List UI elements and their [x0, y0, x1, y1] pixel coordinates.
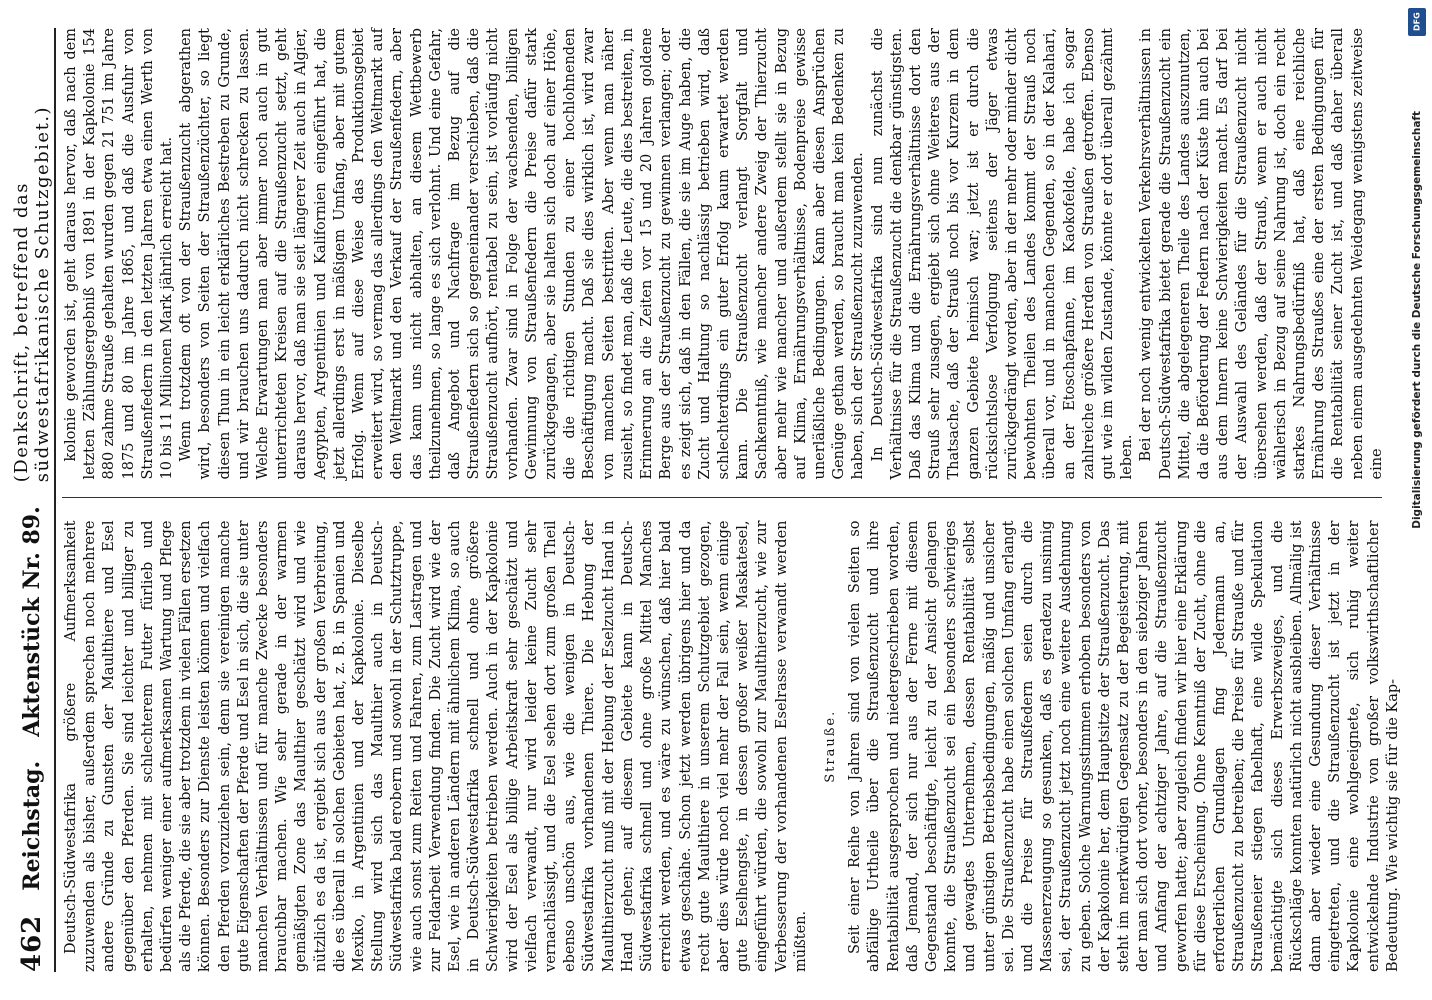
page-number: 462: [17, 914, 47, 972]
header-subtitle: (Denkschrift, betreffend das südwestafrikanische Schutzgebiet.): [11, 105, 53, 483]
paragraph: Bei der noch wenig entwickelten Verkehrsverhältnissen in Deutsch-Südwestafrika bietet gerade die Straußenzucht ein Mittel, die abgelegeneren Theile des Landes auszunutzen, da die Beförderung der Federn nach der Küste hin auch bei aus dem Innern keine Schwierigkeiten macht. Es darf bei der Auswahl des Geländes für die Straußenzucht nicht übersehen werden, daß der Strauß, wenn er auch nicht wählerisch in Bezug auf seine Nahrung ist, doch ein recht starkes Nahrungsbedürfniß hat, daß eine reichliche Ernährung des Straußes eine der ersten Bedingungen für die Rentabilität seiner Zucht ist, und daß daher überall neben einem ausgedehnten Weidegang wenigstens zeitweise eine: [1138, 28, 1385, 480]
paragraph: kolonie geworden ist, geht daraus hervor, daß nach dem letzten Zählungsergebniß von 1891 in der Kapkolonie 154 880 zahme Strauße gehalten wurden gegen 21 751 im Jahre 1875 und 80 im Jahre 1865, und daß die Ausfuhr von Straußenfedern in den letzten Jahren etwa einen Werth von 10 bis 11 Millionen Mark jährlich erreicht hat.: [63, 28, 176, 480]
paragraph: Seit einer Reihe von Jahren sind von vielen Seiten so abfällige Urtheile über die Straußenzucht und ihre Rentabilität ausgesprochen und niedergeschrieben worden, daß Jemand, der sich nur aus der Ferne mit diesem Gegenstand beschäftigte, leicht zu der Ansicht gelangen konnte, die Straußenzucht sei ein besonders schwieriges und gewagtes Unternehmen, dessen Rentabilität selbst unter günstigen Betriebsbedingungen, mäßig und unsicher sei. Die Straußenzucht habe einen solchen Umfang erlangt und die Preise für Straußfedern seien durch die Massenerzeugung so gesunken, daß es geradezu unsinnig sei, der Straußenzucht jetzt noch eine weitere Ausdehnung zu geben. Solche Warnungsstimmen erhoben besonders von der Kapkolonie her, dem Hauptsitze der Straußenzucht. Das steht im merkwürdigen Gegensatz zu der Begeisterung, mit der man sich dort vorher, besonders in den siebziger Jahren und Anfang der achtziger Jahre, auf die Straußenzucht geworfen hatte; aber zugleich finden wir hier eine Erklärung für diese Erscheinung. Ohne Kenntniß der Zucht, ohne die erforderlichen Grundlagen fing Jedermann an, Straußenzucht zu betreiben; die Preise für Strauße und für Straußeneier stiegen fabelhaft, eine wilde Spekulation bemächtigte sich dieses Erwerbszweiges, und die Rückschläge konnten natürlich nicht ausbleiben. Allmälig ist dann aber wieder eine Gesundung dieser Verhältnisse eingetreten, und die Straußenzucht ist jetzt in der Kapkolonie eine wohlgeeignete, sich ruhig weiter entwickelnde Industrie von großer volkswirthschaftlicher Bedeutung. Wie wichtig sie für die Kap-: [847, 520, 1401, 972]
page-header: [10, 28, 56, 972]
header-document-number: Aktenstück Nr. 89.: [19, 506, 45, 737]
paragraph: Deutsch-Südwestafrika größere Aufmerksamkeit zuzuwenden als bisher, außerdem sprechen noch mehrere andere Gründe zu Gunsten der Maulthiere und Esel gegenüber den Pferden. Sie sind leichter und billiger zu erhalten, nehmen mit schlechterem Futter fürlieb und bedürfen weniger einer aufmerksamen Wartung und Pflege als die Pferde, die sie aber trotzdem in vielen Fällen ersetzen können. Besonders zur Dienste leisten können und vielfach den Pferden vorzuziehen sein, denn sie vereinigen manche gute Eigenschaften der Pferde und Esel in sich, die sie unter manchen Verhältnissen und für manche Zwecke besonders brauchbar machen. Wie sehr gerade in der warmen gemäßigten Zone das Maulthier geschätzt wird und wie nützlich es da ist, ergiebt sich aus der großen Verbreitung, die es überall in solchen Gebieten hat, z. B. in Spanien und Mexiko, in Argentinien und der Kapkolonie. Dieselbe Stellung wird sich das Maulthier auch in Deutsch-Südwestafrika bald erobern und sowohl in der Schutztruppe, wie auch sonst zum Reiten und Fahren, zum Lastragen und zur Feldarbeit Verwendung finden. Die Zucht wird wie der Esel, wie in anderen Ländern mit ähnlichem Klima, so auch in Deutsch-Südwestafrika schnell und ohne größere Schwierigkeiten betrieben werden. Auch in der Kapkolonie wird der Esel als billige Arbeitskraft sehr geschätzt und vielfach verwandt, nur wird leider keine Zucht sehr vernachlässigt, und die Esel sehen dort zum großen Theil ebenso unschön aus, wie die wenigen in Deutsch-Südwestafrika vorhandenen Thiere. Die Hebung der Maulthierzucht muß mit der Hebung der Eselzucht Hand in Hand gehen; auf diesem Gebiete kann in Deutsch-Südwestafrika schnell und ohne große Mittel Manches erreicht werden, und es wäre zu wünschen, daß hier bald etwas geschähe. Schon jetzt werden übrigens hier und da recht gute Maulthiere in unserem Schutzgebiet gezogen, aber dies würde noch viel mehr der Fall sein, wenn einige gute Eselhengste, in dessen großer weißer Maskatesel, eingeführt würden, die sowohl zur Maulthierzucht, wie zur Verbesserung der vorhandenen Eselrasse verwandt werden müßten.: [63, 520, 809, 972]
paragraph: Wenn trotzdem oft von der Straußenzucht abgerathen wird, besonders von Seiten der Straußenzüchter, so liegt diesen Thun in ein leicht erklärliches Bestreben zu Grunde, und wir brauchen uns dadurch nicht schrecken zu lassen. Welche Erwartungen man aber immer noch auch in gut unterrichteten Kreisen auf die Straußenzucht setzt, geht daraus hervor, daß man sie seit längerer Zeit auch in Algier, Aegypten, Argentinien und Kalifornien eingeführt hat, die jetzt allerdings erst in mäßigem Umfang, aber mit gutem Erfolg. Wenn auf diese Weise das Produktionsgebiet erweitert wird, so vermag das allerdings den Weltmarkt auf den Weltmarkt und den Verkauf der Straußenfedern, aber das kann uns nicht abhalten, an diesem Wettbewerb theilzunehmen, so lange es sich verlohnt. Und eine Gefahr, daß Angebot und Nachfrage im Bezug auf die Straußenfedern sich so gegeneinander verschieben, daß die Straußenzucht aufhört, rentabel zu sein, ist vorläufig nicht vorhanden. Zwar sind in Folge der wachsenden, billigen Gewinnung von Straußenfedern die Preise dafür stark zurückgegangen, aber sie halten sich doch auf einer Höhe, die die richtigen Stunden zu einer hochlohnenden Beschäftigung macht. Daß sie dies wirklich ist, wird zwar von manchen Seiten bestritten. Aber wenn man näher zusieht, so findet man, daß die Leute, die dies bestreiten, in Erinnerung an die Zeiten vor 15 und 20 Jahren goldene Berge aus der Straußenzucht zu gewinnen verlangen; oder es zeigt sich, daß in den Fällen, die sie im Auge haben, die Zucht und Haltung so nachlässig betrieben wird, daß schlechterdings ein guter Erfolg kaum erwartet werden kann. Die Straußenzucht verlangt Sorgfalt und Sachkenntniß, wie mancher andere Zweig der Thierzucht aber mehr wie mancher und außerdem stellt sie in Bezug auf Klima, Ernährungsverhältnisse, Bodenpreise gewisse unerläßliche Bedingungen. Kann aber diesen Ansprüchen Genüge gethan werden, so braucht man kein Bedenken zu haben, sich der Straußenzucht zuzuwenden.: [178, 28, 867, 480]
text-columns: [62, 28, 1401, 972]
paragraph: In Deutsch-Südwestafrika sind nun zunächst die Verhältnisse für die Straußenzucht die denkbar günstigsten. Daß das Klima und die Ernährungsverhältnisse dort den Strauß sehr zusagen, ergiebt sich ohne Weiteres aus der Thatsache, daß der Strauß noch bis vor Kurzem in dem ganzen Gebiete heimisch war; jetzt ist er durch die rücksichtslose Verfolgung seitens der Jäger etwas zurückgedrängt worden, aber in der mehr oder minder dicht bewohnten Theilen des Landes kommt der Strauß noch überall vor, und in manchen Gegenden, so in der Kalahari, an der Etoschapfanne, im Kaokofelde, habe ich sogar zahlreiche größere Herden von Straußen getroffen. Ebenso gut wie im wilden Zustande, könnte er dort überall gezähmt leben.: [869, 28, 1136, 480]
column-right: [62, 28, 1385, 499]
digitization-credit: [1406, 40, 1428, 600]
column-left: [62, 520, 1401, 973]
dfg-logo-icon: DFG: [1408, 8, 1426, 36]
section-heading: Strauße.: [822, 709, 838, 783]
header-reichstag: Reichstag.: [19, 760, 45, 891]
credit-text: Digitalisierung gefördert durch die Deutsche Forschungsgemeinschaft: [1411, 111, 1423, 529]
